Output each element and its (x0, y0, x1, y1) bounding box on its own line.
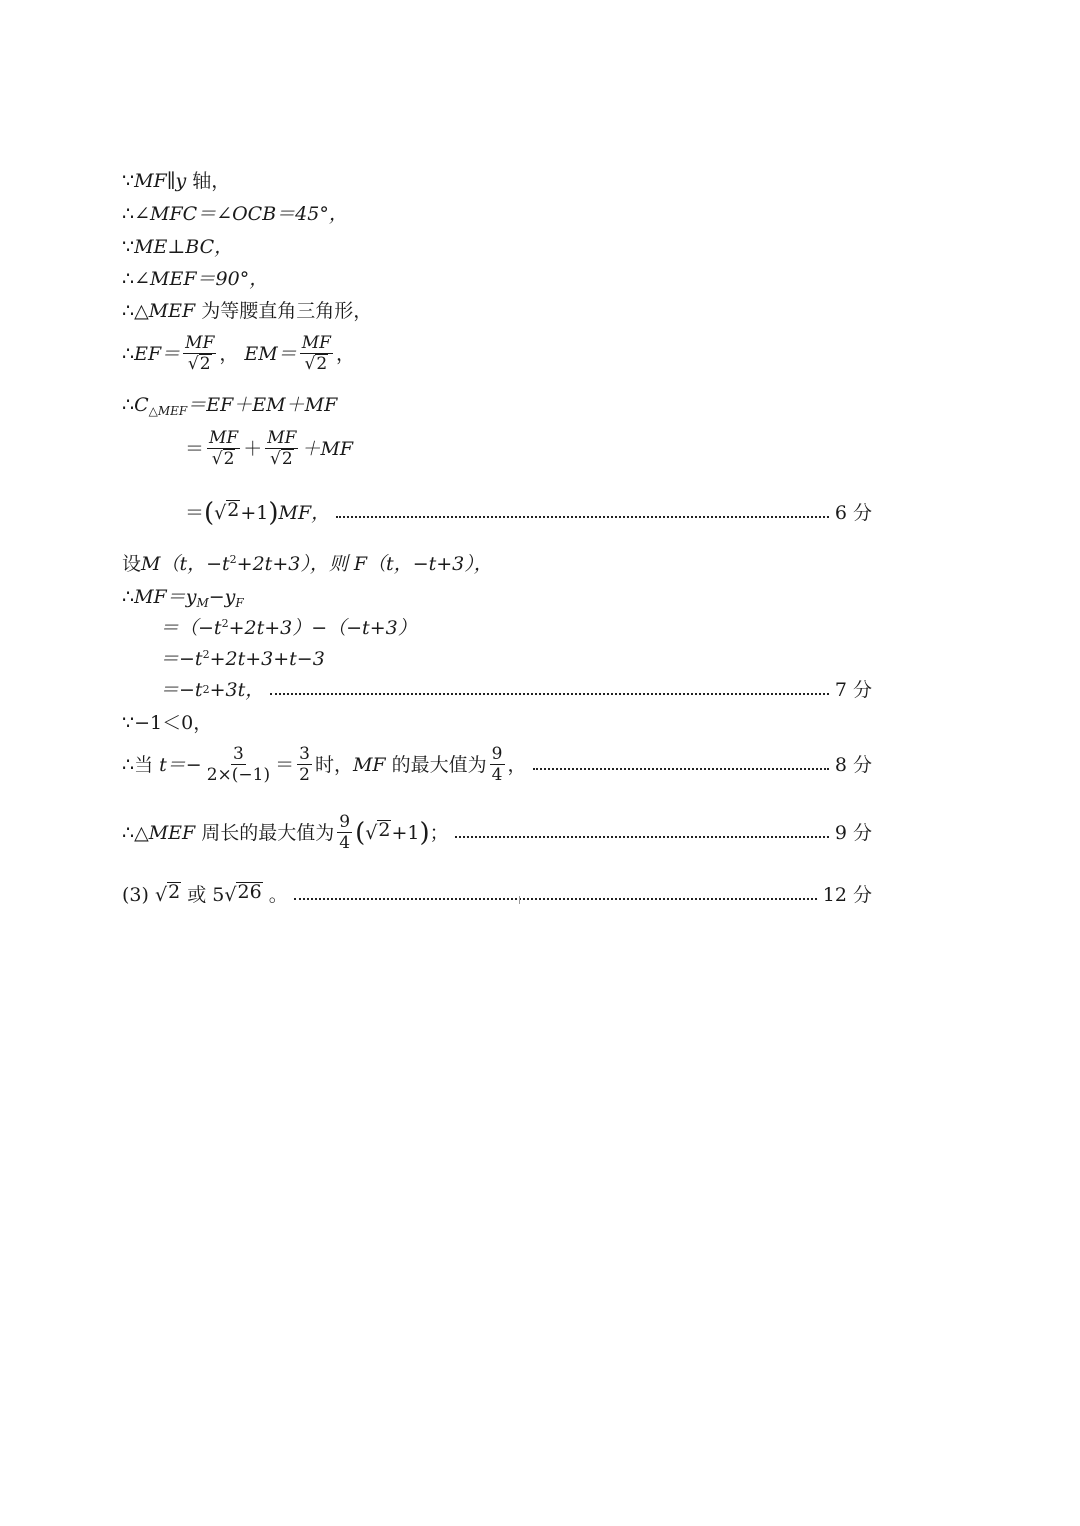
line-max-t (122, 744, 872, 785)
line-part3-answer (122, 882, 872, 908)
text: +1 (240, 502, 269, 524)
score-label: 12 分 (822, 884, 872, 906)
fraction: MF √ 2 (185, 333, 215, 374)
line-angle-mef (122, 266, 872, 292)
expr: MF＝y (134, 586, 197, 608)
score-label: 9 分 (834, 821, 872, 844)
fraction: MF √ 2 (301, 333, 331, 374)
text: ； (429, 821, 449, 844)
fraction: $\frac{3}{2\times(-1)}$ (206, 744, 271, 785)
line-isosceles-right (122, 298, 872, 324)
text: 5 (212, 884, 225, 906)
therefore-symbol: ∴ (122, 821, 135, 844)
text: 轴， (192, 170, 231, 192)
expr: △MEF (134, 821, 196, 844)
line-ef-em (122, 333, 872, 374)
line-coef-negative (122, 710, 872, 736)
therefore-symbol: ∴ (122, 753, 135, 776)
therefore-symbol: ∴ (122, 300, 135, 322)
because-symbol: ∵ (122, 170, 135, 192)
line-perimeter (122, 392, 872, 418)
therefore-symbol: ∴ (122, 586, 135, 608)
part-label: (3) (122, 884, 149, 906)
sqrt: √ 2 (187, 354, 211, 374)
therefore-symbol: ∴ (122, 203, 135, 225)
text: 当 (134, 753, 154, 776)
text: +1 (391, 821, 420, 844)
because-symbol: ∵ (122, 236, 135, 258)
text: 或 (187, 884, 207, 906)
fraction: MF √ 2 (209, 428, 239, 469)
text: ， (335, 342, 355, 365)
text: ， (219, 342, 239, 365)
dot-leader (294, 898, 817, 900)
fraction: MF √ 2 (267, 428, 297, 469)
expr: ＝−t (160, 679, 203, 701)
therefore-symbol: ∴ (122, 394, 135, 416)
therefore-symbol: ∴ (122, 268, 135, 290)
line-mf-step1: $=(-t^2+2t+3)-(-t+3)$ (160, 617, 417, 639)
expr: +2t+3+t−3 (209, 648, 325, 670)
expr: ＝−t (160, 648, 203, 670)
expr: EM＝ (244, 342, 297, 365)
score-label: 8 分 (834, 753, 872, 776)
fraction: $\frac{3}{2}$ (299, 744, 310, 785)
expr: ME⊥BC， (134, 236, 234, 258)
expr: EF＝ (134, 342, 181, 365)
text: ＝ (185, 502, 205, 524)
dot-leader (336, 516, 829, 518)
fraction: $\frac{9}{4}$ (491, 744, 503, 785)
expr: t＝− (159, 753, 202, 776)
line-angle-mfc (122, 201, 872, 227)
text: 为等腰直角三角形， (201, 300, 373, 322)
expr: MF∥y (134, 170, 187, 192)
line-perimeter-step1 (185, 428, 872, 469)
expr: C (134, 394, 149, 416)
expr: ∠MFC＝∠OCB＝45°， (134, 203, 348, 225)
dot-leader (455, 836, 829, 838)
score-label: 6 分 (834, 502, 872, 524)
scan-mark (519, 896, 520, 904)
sqrt: √ 2 (304, 354, 328, 374)
therefore-symbol: ∴ (122, 342, 135, 365)
expr: MF (352, 753, 386, 776)
expr: M（t，−t (141, 553, 230, 575)
text: 时， (314, 753, 353, 776)
sqrt: √ 2 (214, 499, 240, 524)
score-label: 7 分 (834, 679, 872, 701)
sqrt: √ 2 (211, 449, 235, 469)
sqrt: √ 26 (224, 881, 262, 906)
text: ＝ (185, 437, 205, 460)
fraction: $\frac{9}{4}$ (339, 812, 351, 853)
expr: +2t+3），则 (236, 553, 348, 575)
text: 。 (268, 884, 288, 906)
expr: △MEF (134, 300, 196, 322)
subscript: △MEF (148, 404, 188, 418)
sqrt: √ 2 (154, 881, 181, 906)
line-mf-step3: ＝−t 2 +3t， 7 分 (160, 679, 872, 701)
expr: F（t，−t+3）， (353, 553, 493, 575)
text: ， (507, 753, 527, 776)
expr: −1＜0， (134, 712, 213, 734)
because-symbol: ∵ (122, 712, 135, 734)
expr: −y (208, 586, 236, 608)
sqrt: √ 2 (365, 818, 391, 844)
line-me-perp-bc (122, 234, 872, 260)
dot-leader (270, 693, 829, 695)
text: 的最大值为 (391, 753, 487, 776)
expr: +2t+3）−（−t+3） (228, 617, 417, 639)
expr: ＝（−t (160, 617, 222, 639)
text: ＝ (275, 753, 295, 776)
expr: ∠MEF＝90°， (134, 268, 269, 290)
expr: ＋MF (301, 437, 354, 460)
line-mf-step2: $=-t^2+2t+3+t-3$ (160, 648, 325, 670)
line-max-perimeter: ∴ △MEF 周长的最大值为 $\frac{9}{4}$ ( √ 2 +1 ) ； 9 分 (122, 812, 872, 853)
text: 周长的最大值为 (201, 821, 335, 844)
sqrt: √ 2 (270, 449, 293, 469)
line-set-m: 设M（t，$-t^2+2t+3$），则 F（t，−t+3）， (122, 553, 493, 575)
text: ＋ (243, 437, 263, 460)
dot-leader (533, 768, 829, 770)
expr: MF， (278, 502, 331, 524)
text: 设 (122, 553, 142, 575)
line-mf-parallel-y (122, 168, 872, 194)
line-perimeter-step2: ＝ ( √ 2 +1 ) MF， 6 分 (185, 498, 872, 528)
expr: +3t， (209, 679, 265, 701)
expr: ＝EF＋EM＋MF (187, 394, 338, 416)
line-mf-def: $\therefore MF=y_M-y_F$ (122, 586, 244, 610)
